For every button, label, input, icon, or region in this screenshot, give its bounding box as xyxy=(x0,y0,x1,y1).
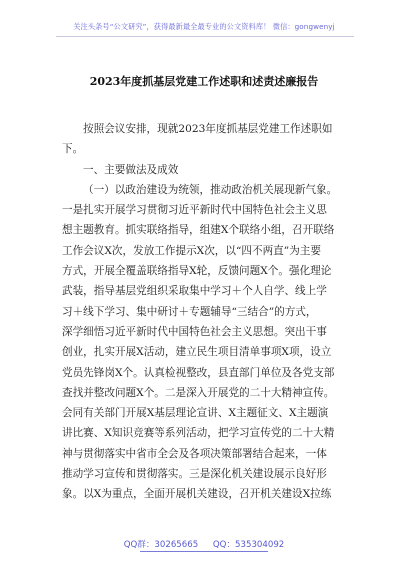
paragraph-line: 下。 xyxy=(62,143,84,156)
document-title: 2023年度抓基层党建工作述职和述责述廉报告 xyxy=(89,75,319,88)
section-heading: 一、主要做法及成效 xyxy=(83,163,179,176)
paragraph-line: 神与贯彻落实中省市全会及各项决策部署结合起来，一体 xyxy=(62,447,327,460)
paragraph-line: 深学细悟习近平新时代中国特色社会主义思想。突出干事 xyxy=(62,325,327,338)
paragraph-line: 推动学习宣传和贯彻落实。三是深化机关建设展示良好形 xyxy=(62,468,327,481)
paragraph-line: 党员先锋岗X个。认真检视整改，县直部门单位及各党支部 xyxy=(62,366,335,379)
paragraph-line: 创业，扎实开展X活动，建立民生项目清单事项X项，设立 xyxy=(62,346,332,359)
paragraph-line: 会同有关部门开展X基层理论宣讲、X主题征文、X主题演 xyxy=(62,407,329,420)
footer-qq: QQ：535304092 xyxy=(212,540,285,550)
footer-contact xyxy=(0,538,408,550)
subsection-heading: （一）以政治建设为统领，推动政治机关展现新气象。 xyxy=(83,183,338,196)
paragraph-line: 查找并整改问题X个。二是深入开展党的二十大精神宣传。 xyxy=(62,386,335,399)
paragraph-line: 想主题教育。抓实联络指导，组建X个联络小组，召开联络 xyxy=(62,224,335,237)
paragraph-line: 方式，开展全覆盖联络指导X轮，反馈问题X个。强化理论 xyxy=(62,265,332,278)
paragraph-line: 工作会议X次，发放工作提示X次，以“四不两直”为主要 xyxy=(62,244,321,257)
paragraph-line: 武装，指导基层党组织采取集中学习＋个人自学、线上学 xyxy=(62,285,327,298)
header-divider xyxy=(56,36,354,37)
paragraph-line: 习＋线下学习、集中研讨＋专题辅导“三结合”的方式， xyxy=(62,305,317,318)
paragraph-line: 讲比赛、X知识竞赛等系列活动，把学习宣传党的二十大精 xyxy=(62,427,335,440)
paragraph-line: 象。以X为重点，全面开展机关建设，召开机关建设X拉练 xyxy=(62,488,332,501)
paragraph-line: 一是扎实开展学习贯彻习近平新时代中国特色社会主义思 xyxy=(62,204,327,217)
paragraph-line: 按照会议安排，现就2023年度抓基层党建工作述职如 xyxy=(83,123,333,135)
header-banner: 关注头条号“公文研究”，获得最新最全最专业的公文资料库！ 微信：gongwenyj xyxy=(73,22,335,31)
document-body xyxy=(62,119,352,505)
footer-underline xyxy=(140,551,268,552)
footer-qq-group: QQ群：30265665 xyxy=(123,540,199,550)
